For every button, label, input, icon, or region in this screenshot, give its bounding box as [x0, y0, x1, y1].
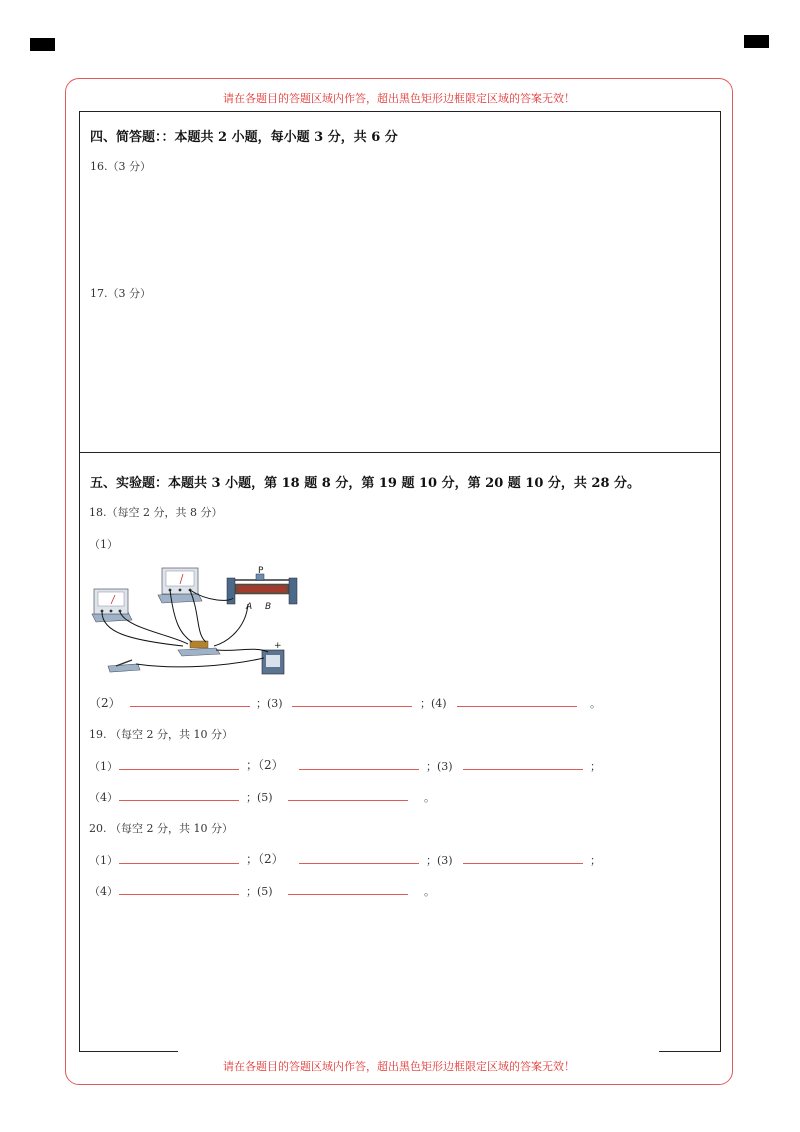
- question-19-part-3: ；(3): [426, 760, 453, 773]
- question-18-part-4: ；(4): [420, 697, 447, 710]
- resistor-board-icon: [178, 641, 220, 656]
- svg-text:P: P: [258, 566, 264, 576]
- question-18-end: 。: [590, 697, 601, 710]
- battery-icon: [262, 641, 284, 674]
- rheostat-icon: [227, 566, 297, 612]
- q18-blank-2[interactable]: [130, 706, 250, 707]
- question-20-part-4: （4）: [89, 885, 118, 898]
- q19-blank-1[interactable]: [119, 769, 239, 770]
- svg-text:+: +: [274, 641, 282, 651]
- question-19-end: 。: [424, 791, 435, 804]
- section-5-box: [79, 452, 721, 1052]
- question-20-end: 。: [424, 885, 435, 898]
- question-20-header: 20. （每空 2 分，共 10 分）: [89, 822, 233, 835]
- section-5-title: 五、实验题：本题共 3 小题，第 18 题 8 分，第 19 题 10 分，第 20 题 10 分，共 28 分。: [90, 476, 641, 491]
- q19-blank-2[interactable]: [299, 769, 419, 770]
- question-20-part-5: ；(5): [246, 885, 273, 898]
- svg-text:A: A: [246, 602, 253, 612]
- q19-blank-3[interactable]: [463, 769, 583, 770]
- question-19-part-4: （4）: [89, 791, 118, 804]
- section-4-title: 四、简答题：：本题共 2 小题，每小题 3 分，共 6 分: [90, 130, 398, 145]
- question-19-part-2: ；（2）: [246, 758, 284, 772]
- registration-mark-right: [744, 35, 769, 48]
- question-18-part-3: ；(3): [256, 697, 283, 710]
- question-19-header: 19. （每空 2 分，共 10 分）: [89, 728, 233, 741]
- bottom-rule-left: [79, 1051, 178, 1052]
- question-20-part-3: ；(3): [426, 854, 453, 867]
- notice-top: 请在各题目的答题区域内作答，超出黑色矩形边框限定区域的答案无效！: [223, 92, 575, 105]
- registration-mark-left: [30, 38, 55, 51]
- section-4-box: [79, 111, 721, 453]
- q18-blank-4[interactable]: [457, 706, 577, 707]
- q20-blank-5[interactable]: [288, 894, 408, 895]
- switch-icon: [108, 660, 140, 672]
- question-18-part-1: （1）: [89, 538, 118, 551]
- q20-blank-4[interactable]: [119, 894, 239, 895]
- question-20-part-2: ；（2）: [246, 852, 284, 866]
- question-17-label: 17.（3 分）: [90, 287, 151, 300]
- voltmeter-icon: [158, 568, 202, 603]
- question-19-part-1: （1）: [89, 760, 118, 773]
- svg-text:B: B: [265, 602, 272, 612]
- circuit-figure: [88, 562, 303, 680]
- q20-blank-2[interactable]: [299, 863, 419, 864]
- notice-bottom: 请在各题目的答题区域内作答，超出黑色矩形边框限定区域的答案无效！: [223, 1060, 575, 1073]
- q20-blank-3[interactable]: [463, 863, 583, 864]
- question-18-header: 18.（每空 2 分，共 8 分）: [89, 506, 223, 519]
- question-16-label: 16.（3 分）: [90, 160, 151, 173]
- question-19-semicolon: ；: [590, 760, 601, 773]
- q18-blank-3[interactable]: [292, 706, 412, 707]
- q19-blank-4[interactable]: [119, 800, 239, 801]
- ammeter-icon: [92, 589, 132, 622]
- bottom-rule-right: [659, 1051, 721, 1052]
- question-19-part-5: ；(5): [246, 791, 273, 804]
- question-18-part-2: （2）: [89, 696, 121, 710]
- q19-blank-5[interactable]: [288, 800, 408, 801]
- question-20-part-1: （1）: [89, 854, 118, 867]
- question-20-semicolon: ；: [590, 854, 601, 867]
- q20-blank-1[interactable]: [119, 863, 239, 864]
